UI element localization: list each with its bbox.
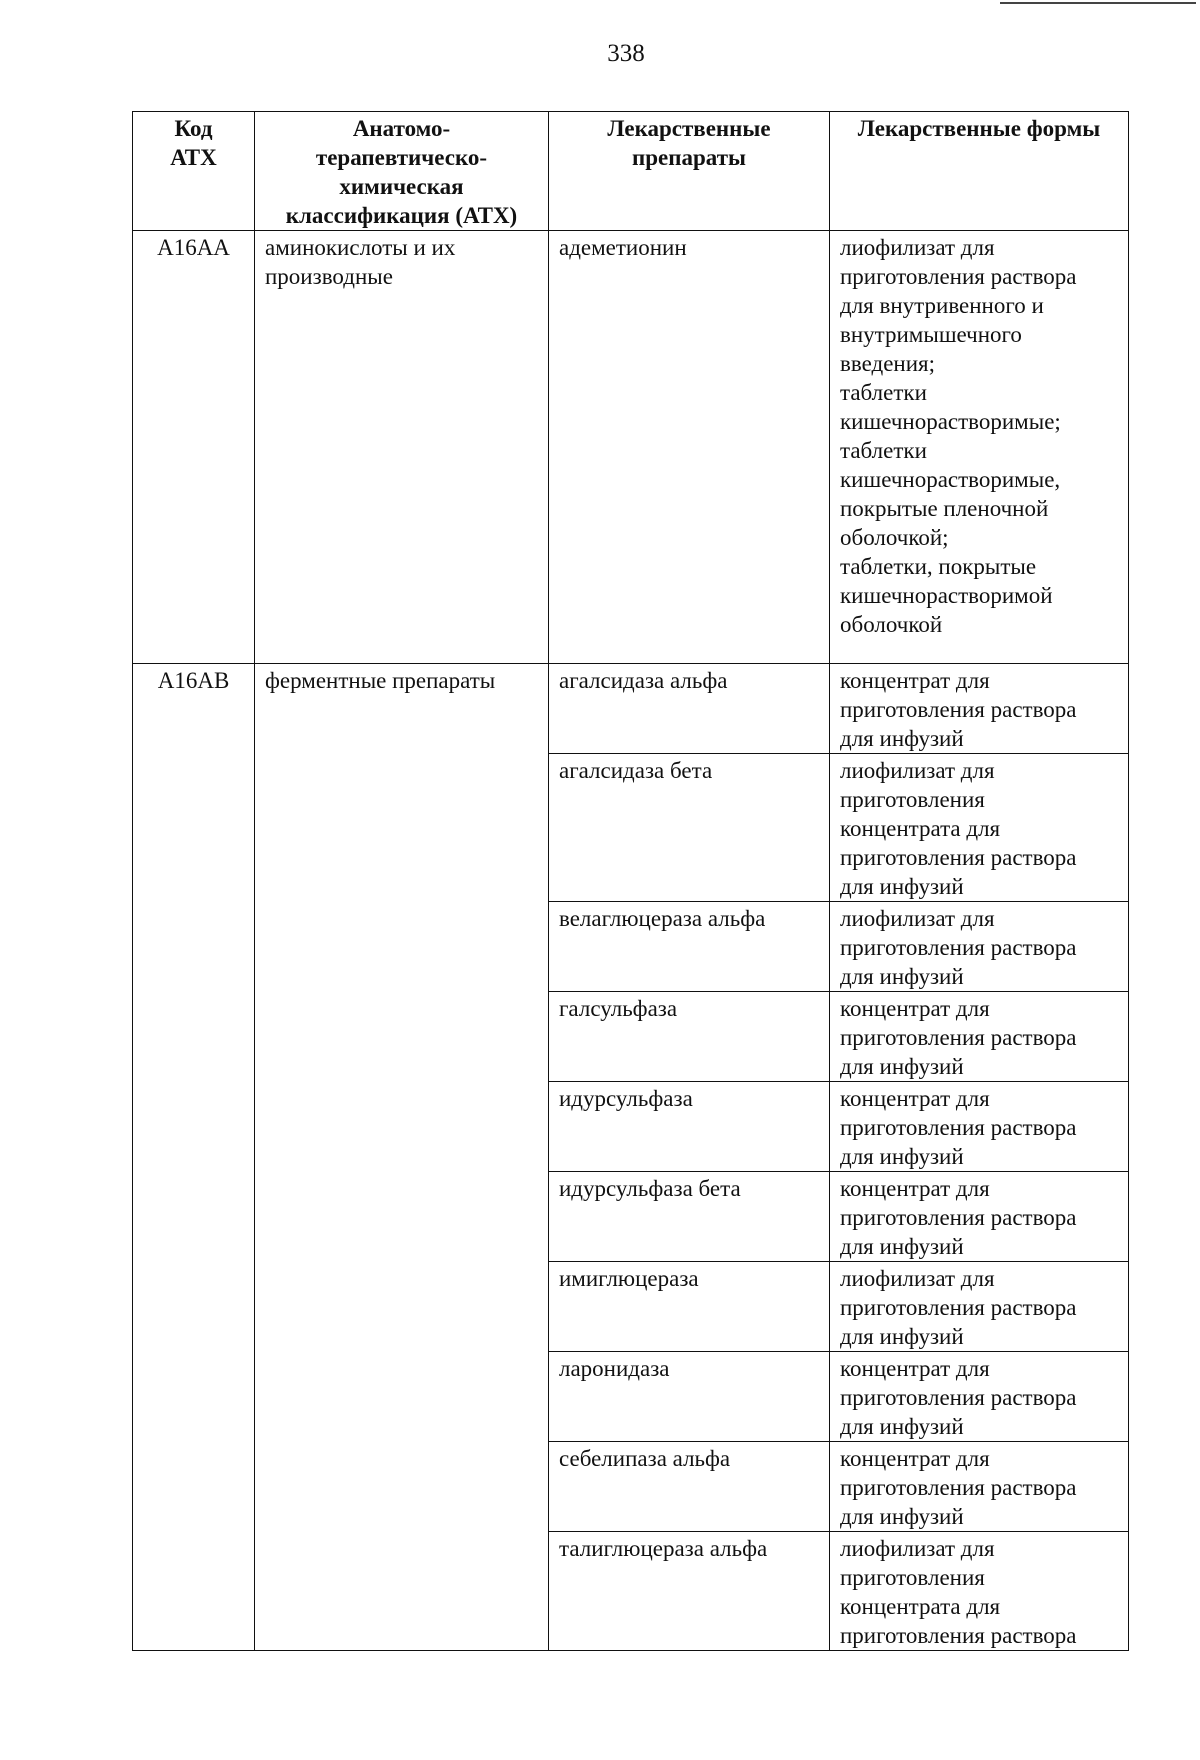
header-line: Лекарственные bbox=[607, 116, 771, 141]
header-classification bbox=[255, 112, 549, 231]
classification-line: производные bbox=[265, 264, 393, 289]
dosage-form-line: для инфузий bbox=[840, 1504, 964, 1529]
dosage-form-line: приготовления раствора bbox=[840, 1623, 1077, 1648]
dosage-form-line: приготовления раствора bbox=[840, 697, 1077, 722]
atc-code-cell: A16AB bbox=[133, 664, 255, 1651]
header-line: химическая bbox=[339, 174, 464, 199]
dosage-form-line: внутримышечного bbox=[840, 322, 1022, 347]
drug-name-cell: велаглюцераза альфа bbox=[549, 902, 830, 992]
dosage-form-line: концентрат для bbox=[840, 996, 990, 1021]
dosage-forms-cell bbox=[830, 1262, 1129, 1352]
dosage-form-line: для инфузий bbox=[840, 964, 964, 989]
dosage-form-line: концентрат для bbox=[840, 1446, 990, 1471]
dosage-forms-cell bbox=[830, 664, 1129, 754]
dosage-form-line: приготовления раствора bbox=[840, 935, 1077, 960]
header-line: препараты bbox=[632, 145, 746, 170]
dosage-form-line: концентрата для bbox=[840, 816, 1001, 841]
dosage-form-line: покрытые пленочной bbox=[840, 496, 1049, 521]
dosage-form-line: таблетки bbox=[840, 380, 927, 405]
dosage-form-line: лиофилизат для bbox=[840, 758, 995, 783]
header-line: АТХ bbox=[170, 145, 217, 170]
header-line: Анатомо- bbox=[352, 116, 451, 141]
dosage-form-line: приготовления раствора bbox=[840, 845, 1077, 870]
drug-name-cell: агалсидаза альфа bbox=[549, 664, 830, 754]
header-atc-code bbox=[133, 112, 255, 231]
dosage-form-line: введения; bbox=[840, 351, 935, 376]
table-row bbox=[133, 664, 1129, 754]
dosage-form-line: для инфузий bbox=[840, 1234, 964, 1259]
dosage-form-line: приготовления раствора bbox=[840, 1205, 1077, 1230]
dosage-form-line: для инфузий bbox=[840, 1324, 964, 1349]
dosage-form-line: кишечнорастворимые; bbox=[840, 409, 1061, 434]
dosage-form-line: приготовления bbox=[840, 787, 985, 812]
dosage-forms-cell bbox=[830, 902, 1129, 992]
dosage-form-line: таблетки, покрытые bbox=[840, 554, 1037, 579]
drug-name-cell: галсульфаза bbox=[549, 992, 830, 1082]
drug-name-cell: имиглюцераза bbox=[549, 1262, 830, 1352]
dosage-form-line: приготовления раствора bbox=[840, 264, 1077, 289]
dosage-forms-cell bbox=[830, 1532, 1129, 1651]
page-number: 338 bbox=[607, 40, 645, 67]
top-rule bbox=[1000, 2, 1196, 4]
classification-line: ферментные препараты bbox=[265, 668, 496, 693]
header-line: Код bbox=[174, 116, 213, 141]
dosage-form-line: оболочкой bbox=[840, 612, 943, 637]
dosage-form-line: для инфузий bbox=[840, 874, 964, 899]
dosage-form-line: лиофилизат для bbox=[840, 1266, 995, 1291]
table-row bbox=[133, 231, 1129, 664]
dosage-form-line: для инфузий bbox=[840, 1054, 964, 1079]
header-drugs bbox=[549, 112, 830, 231]
dosage-form-line: оболочкой; bbox=[840, 525, 949, 550]
dosage-form-line: концентрат для bbox=[840, 1176, 990, 1201]
drug-name-cell: агалсидаза бета bbox=[549, 754, 830, 902]
drug-name-cell: талиглюцераза альфа bbox=[549, 1532, 830, 1651]
dosage-form-line: таблетки bbox=[840, 438, 927, 463]
table-body bbox=[133, 231, 1129, 1651]
header-line: классификация (АТХ) bbox=[285, 203, 518, 228]
dosage-form-line: приготовления раствора bbox=[840, 1385, 1077, 1410]
classification-cell bbox=[255, 231, 549, 664]
drug-name-cell: себелипаза альфа bbox=[549, 1442, 830, 1532]
atc-table bbox=[132, 111, 1129, 1651]
classification-line: аминокислоты и их bbox=[265, 235, 456, 260]
dosage-form-line: приготовления раствора bbox=[840, 1025, 1077, 1050]
dosage-form-line: для инфузий bbox=[840, 1414, 964, 1439]
dosage-form-line: кишечнорастворимой bbox=[840, 583, 1053, 608]
dosage-form-line: лиофилизат для bbox=[840, 1536, 995, 1561]
classification-cell bbox=[255, 664, 549, 1651]
atc-code-cell: A16AA bbox=[133, 231, 255, 664]
dosage-form-line: для инфузий bbox=[840, 726, 964, 751]
dosage-form-line: концентрат для bbox=[840, 1356, 990, 1381]
dosage-forms-cell bbox=[830, 1082, 1129, 1172]
dosage-forms-cell bbox=[830, 1442, 1129, 1532]
dosage-forms-cell bbox=[830, 1172, 1129, 1262]
drug-name-cell: идурсульфаза бета bbox=[549, 1172, 830, 1262]
dosage-form-line: кишечнорастворимые, bbox=[840, 467, 1061, 492]
dosage-form-line: лиофилизат для bbox=[840, 235, 995, 260]
drug-name-cell: ларонидаза bbox=[549, 1352, 830, 1442]
dosage-form-line: приготовления раствора bbox=[840, 1475, 1077, 1500]
drug-name-cell: идурсульфаза bbox=[549, 1082, 830, 1172]
dosage-form-line: концентрата для bbox=[840, 1594, 1001, 1619]
header-line: Лекарственные формы bbox=[857, 116, 1101, 141]
dosage-forms-cell bbox=[830, 754, 1129, 902]
dosage-forms-cell bbox=[830, 992, 1129, 1082]
dosage-form-line: для внутривенного и bbox=[840, 293, 1044, 318]
header-dosage-forms bbox=[830, 112, 1129, 231]
drug-name-cell: адеметионин bbox=[549, 231, 830, 664]
header-row bbox=[133, 112, 1129, 231]
dosage-forms-cell bbox=[830, 231, 1129, 664]
dosage-forms-cell bbox=[830, 1352, 1129, 1442]
dosage-form-line: приготовления раствора bbox=[840, 1115, 1077, 1140]
dosage-form-line: приготовления bbox=[840, 1565, 985, 1590]
dosage-form-line: приготовления раствора bbox=[840, 1295, 1077, 1320]
dosage-form-line: для инфузий bbox=[840, 1144, 964, 1169]
dosage-form-line: концентрат для bbox=[840, 668, 990, 693]
dosage-form-line: концентрат для bbox=[840, 1086, 990, 1111]
header-line: терапевтическо- bbox=[315, 145, 488, 170]
dosage-form-line: лиофилизат для bbox=[840, 906, 995, 931]
